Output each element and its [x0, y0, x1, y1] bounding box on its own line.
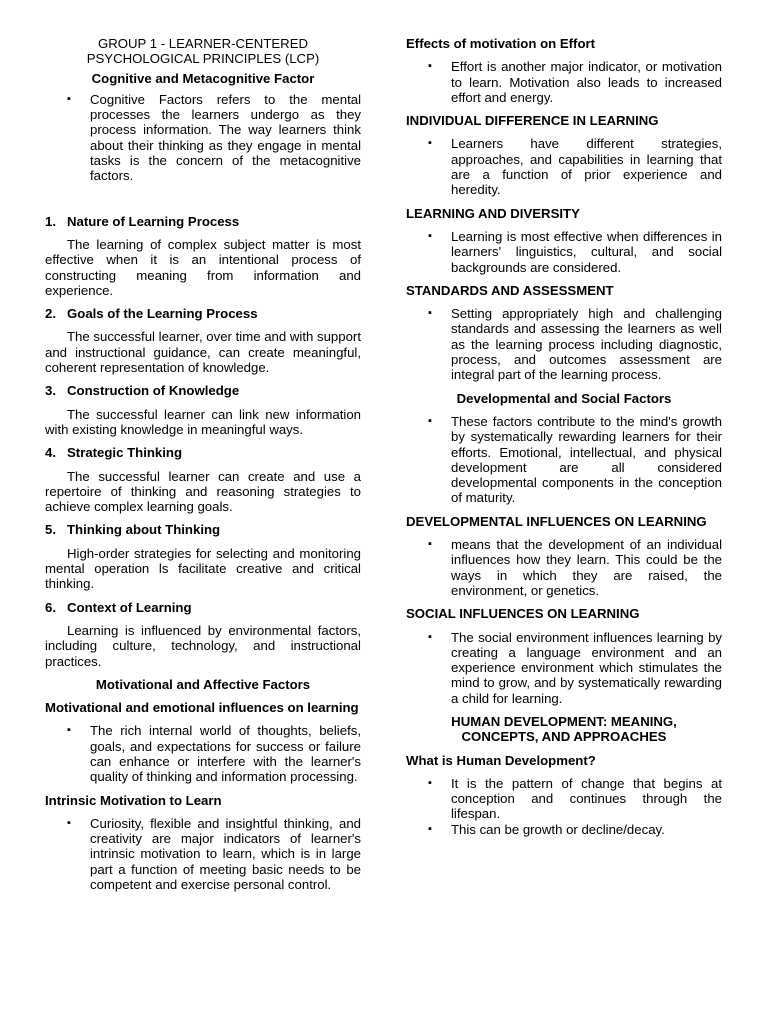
- heading-individual: INDIVIDUAL DIFFERENCE IN LEARNING: [406, 113, 659, 129]
- list-item: ▪ Learning is most effective when differences in learners' linguistics, cultural, and social backgrounds are considered.: [406, 229, 722, 275]
- intrinsic-bullet-list: [45, 816, 361, 892]
- left-column: [45, 36, 361, 892]
- heading-developmental-influences: DEVELOPMENTAL INFLUENCES ON LEARNING: [406, 513, 707, 529]
- numbered-heading: 2. Goals of the Learning Process: [45, 306, 258, 322]
- subheading-motivational: Motivational and emotional influences on learning: [45, 700, 359, 716]
- paragraph: The learning of complex subject matter is most effective when it is an intentional process of constructing meaning from information and experience.: [45, 236, 361, 298]
- cognitive-bullet-list: [45, 92, 361, 184]
- right-column: [406, 36, 722, 837]
- motivational-bullet-list: [45, 723, 361, 784]
- list-item: ▪ It is the pattern of change that begins at conception and continues through the lifespan.: [406, 776, 722, 822]
- heading-developmental-social: Developmental and Social Factors: [456, 390, 672, 406]
- diversity-bullet-list: [406, 229, 722, 275]
- social-bullet-list: [406, 630, 722, 706]
- paragraph: The successful learner can link new information with existing knowledge in meaningful ways.: [45, 406, 361, 437]
- heading-effort: Effects of motivation on Effort: [406, 36, 596, 51]
- what-bullet-list: [406, 776, 722, 837]
- paragraph: Learning is influenced by environmental factors, including culture, technology, and instructional practices.: [45, 622, 361, 669]
- list-item: ▪ Curiosity, flexible and insightful thinking, and creativity are major indicators of learner's intrinsic motivation to learn, which is in large part a function of meeting basic needs to be competent and exercise personal control.: [45, 816, 361, 892]
- dev-influences-bullet-list: [406, 537, 722, 598]
- standards-bullet-list: [406, 306, 722, 382]
- heading-standards: STANDARDS AND ASSESSMENT: [406, 282, 614, 298]
- heading-diversity: LEARNING AND DIVERSITY: [406, 205, 580, 221]
- list-item: ▪ Cognitive Factors refers to the mental processes the learners undergo as they process information. The way learners think about their thinking as they engage in mental tasks is the concern of the metacognitive factors.: [45, 92, 361, 184]
- list-item: ▪ means that the development of an individual influences how they learn. This could be the ways in which they are raised, the environment, or genetics.: [406, 537, 722, 598]
- paragraph: High-order strategies for selecting and monitoring mental operation ls facilitate creative and critical thinking.: [45, 545, 361, 592]
- list-item: ▪ The social environment influences learning by creating a language environment and an experience environment which stimulates the mind to grow, and by systematically rewarding a child for learning.: [406, 630, 722, 706]
- list-item: ▪ Effort is another major indicator, or motivation to learn. Motivation also leads to increased effort and energy.: [406, 59, 722, 105]
- heading-what-is-human-development: What is Human Development?: [406, 752, 596, 768]
- list-item: ▪ This can be growth or decline/decay.: [406, 822, 722, 837]
- paragraph: The successful learner, over time and with support and instructional guidance, can create meaningful, coherent representation of knowledge.: [45, 329, 361, 376]
- numbered-heading: 3. Construction of Knowledge: [45, 383, 240, 399]
- numbered-heading: 4. Strategic Thinking: [45, 445, 183, 461]
- numbered-heading: 1. Nature of Learning Process: [45, 213, 240, 229]
- list-item: ▪ Setting appropriately high and challenging standards and assessing the learners as well as the learning process including diagnostic, process, and outcomes assessment are integral part of the learning process.: [406, 306, 722, 382]
- subheading-intrinsic: Intrinsic Motivation to Learn: [45, 792, 222, 808]
- dev-social-bullet-list: [406, 414, 722, 506]
- numbered-heading: 5. Thinking about Thinking: [45, 522, 221, 538]
- effort-bullet-list: [406, 59, 722, 105]
- list-item: ▪ The rich internal world of thoughts, beliefs, goals, and expectations for success or failure can enhance or interfere with the learner's quality of thinking and information processing.: [45, 723, 361, 784]
- paragraph: The successful learner can create and use a repertoire of thinking and reasoning strategies to achieve complex learning goals.: [45, 468, 361, 515]
- document-title: GROUP 1 - LEARNER-CENTERED PSYCHOLOGICAL PRINCIPLES (LCP): [86, 36, 320, 67]
- list-item: ▪ Learners have different strategies, approaches, and capabilities in learning that are a function of prior experience and heredity.: [406, 136, 722, 197]
- individual-bullet-list: [406, 136, 722, 197]
- section-heading-motivational: Motivational and Affective Factors: [95, 676, 311, 692]
- heading-human-development: HUMAN DEVELOPMENT: MEANING, CONCEPTS, AND APPROACHES: [451, 713, 677, 745]
- list-item: ▪ These factors contribute to the mind's growth by systematically rewarding learners for their efforts. Emotional, intellectual, and physical development are all considered developmental components in the conception of maturity.: [406, 414, 722, 506]
- section-heading-cognitive: Cognitive and Metacognitive Factor: [91, 70, 315, 86]
- heading-social-influences: SOCIAL INFLUENCES ON LEARNING: [406, 606, 640, 622]
- numbered-heading: 6. Context of Learning: [45, 599, 192, 615]
